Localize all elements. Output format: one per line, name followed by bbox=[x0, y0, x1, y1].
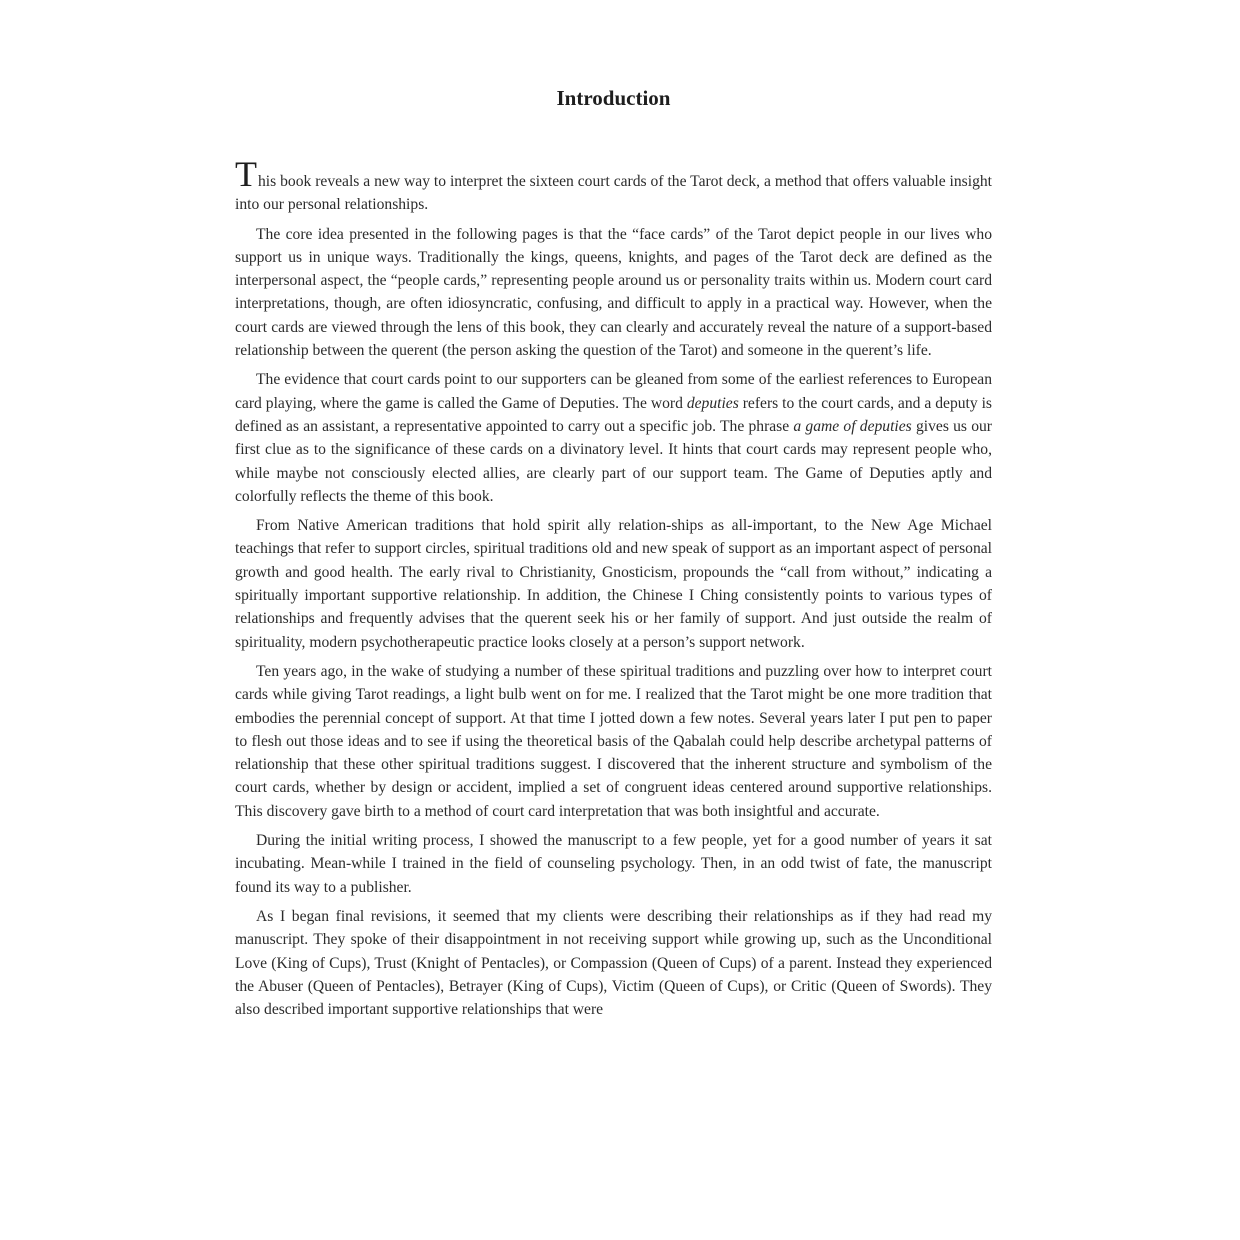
paragraph-1-text: his book reveals a new way to interpret the sixteen court cards of the Tarot deck, a method that offers valuable insight into our personal relationships. bbox=[235, 173, 992, 214]
chapter-title: Introduction bbox=[556, 86, 671, 110]
paragraph-4: From Native American traditions that hold spirit ally relation-ships as all-important, to the New Age Michael teachings that refer to support circles, spiritual traditions old and new speak of support as an important aspect of personal growth and good health. The early rival to Christianity, Gnosticism, propounds the “call from without,” indicating a spiritually important supportive relationship. In addition, the Chinese I Ching consistently points to various types of relationships and frequently advises that the querent seek his or her family of support. And just outside the realm of spirituality, modern psychotherapeutic practice looks closely at a person’s support network. bbox=[235, 517, 992, 651]
drop-cap: T bbox=[235, 154, 257, 194]
italic-game-of-deputies: a game of deputies bbox=[793, 417, 912, 435]
paragraph-6: During the initial writing process, I showed the manuscript to a few people, yet for a good number of years it sat incubating. Mean-while I trained in the field of counseling psychology. Then, in an odd twist of fate, the manuscript found its way to a publisher. bbox=[235, 832, 992, 896]
paragraph-3 bbox=[235, 368, 992, 508]
paragraph-3-text-a: The evidence that court cards point to our supporters can be gleaned from some of the earliest references to European card playing, where the game is called the Game of Deputies. The word bbox=[235, 371, 992, 412]
paragraph-3-text-b: refers to the court cards, and a deputy is defined as an assistant, a representative appointed to carry out a specific job. The phrase bbox=[235, 394, 993, 435]
italic-deputies: deputies bbox=[686, 394, 739, 412]
paragraph-3-text-c: gives us our first clue as to the significance of these cards on a divinatory level. It hints that court cards may represent people who, while maybe not consciously elected allies, are clearly part of our support team. The Game of Deputies aptly and colorfully reflects the theme of this book. bbox=[235, 417, 992, 505]
book-page bbox=[235, 84, 992, 1027]
paragraph-2: The core idea presented in the following pages is that the “face cards” of the Tarot depict people in our lives who support us in unique ways. Traditionally the kings, queens, knights, and pages of the Tarot deck are defined as the interpersonal aspect, the “people cards,” representing people around us or personality traits within us. Modern court card interpretations, though, are often idiosyncratic, confusing, and difficult to apply in a practical way. However, when the court cards are viewed through the lens of this book, they can clearly and accurately reveal the nature of a support-based relationship between the querent (the person asking the question of the Tarot) and someone in the querent’s life. bbox=[235, 225, 992, 360]
paragraph-5: Ten years ago, in the wake of studying a number of these spiritual traditions and puzzling over how to interpret court cards while giving Tarot readings, a light bulb went on for me. I realized that the Tarot might be one more tradition that embodies the perennial concept of support. At that time I jotted down a few notes. Several years later I put pen to paper to flesh out those ideas and to see if using the theoretical basis of the Qabalah could help describe archetypal patterns of relationship that these other spiritual traditions suggest. I discovered that the inherent structure and symbolism of the court cards, whether by design or accident, implied a set of congruent ideas centered around supportive relationships. This discovery gave birth to a method of court card interpretation that was both insightful and accurate. bbox=[235, 662, 992, 820]
paragraph-7: As I began final revisions, it seemed that my clients were describing their relationships as if they had read my manuscript. They spoke of their disappointment in not receiving support while growing up, such as the Unconditional Love (King of Cups), Trust (Knight of Pentacles), or Compassion (Queen of Cups) of a parent. Instead they experienced the Abuser (Queen of Pentacles), Betrayer (King of Cups), Victim (Queen of Cups), or Critic (Queen of Swords). They also described important supportive relationships that were bbox=[235, 907, 992, 1019]
paragraph-1 bbox=[235, 154, 992, 217]
